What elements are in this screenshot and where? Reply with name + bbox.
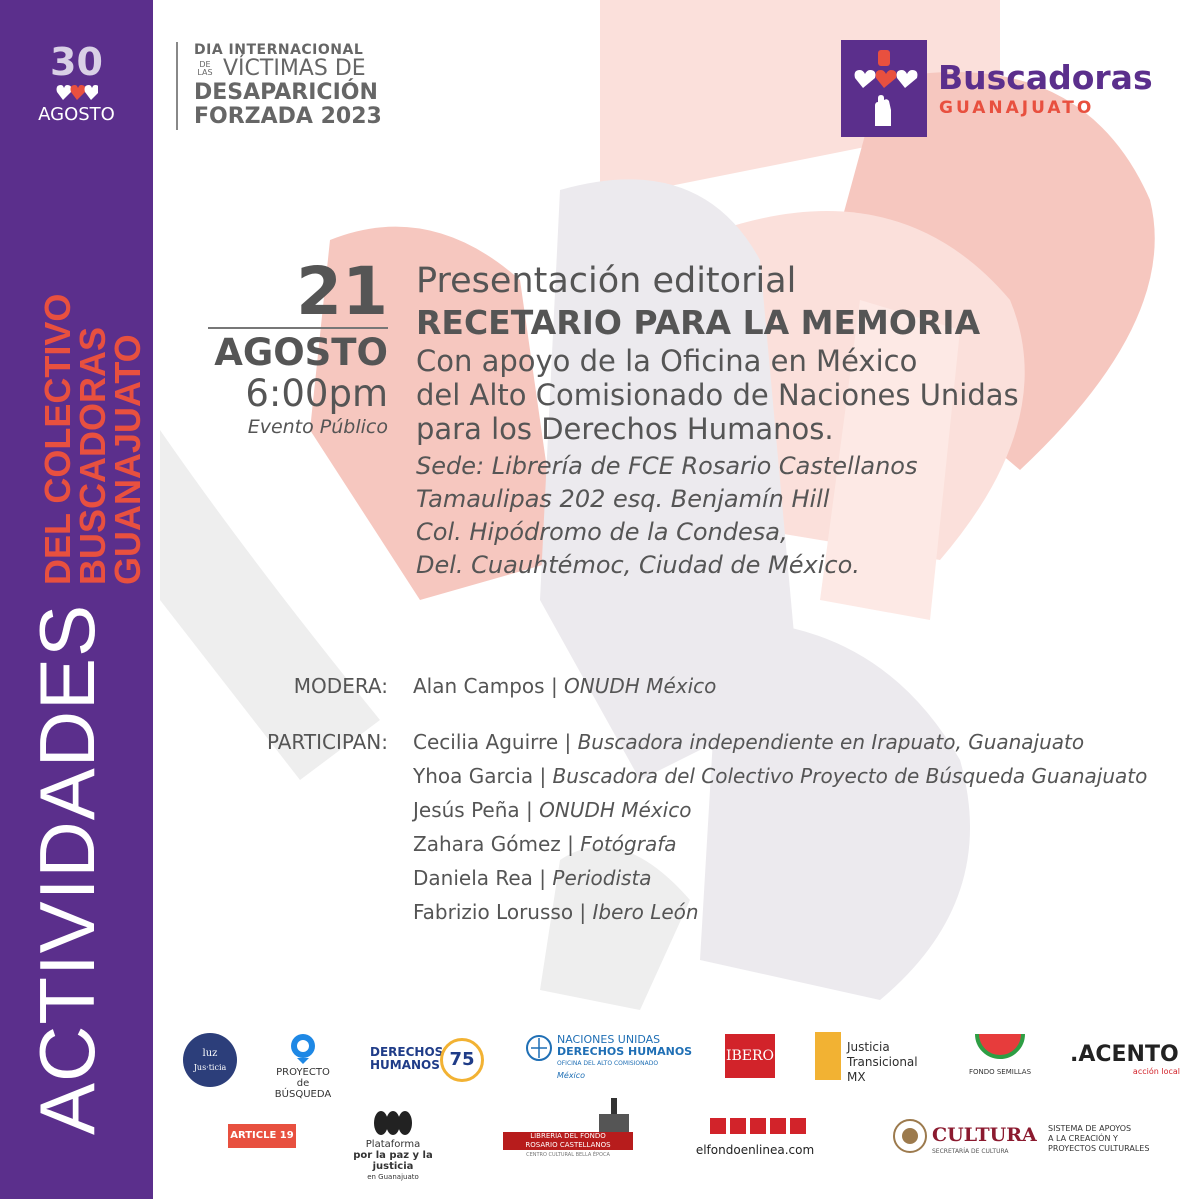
- event-details: [416, 260, 1019, 582]
- derechos-humanos-75-logo: [370, 1038, 480, 1082]
- article-19-logo: ARTICLE 19: [228, 1124, 296, 1148]
- sidebar-subtitle-line: DEL COLECTIVO: [37, 293, 78, 585]
- venue-line: Sede: Librería de FCE Rosario Castellanos: [416, 452, 918, 480]
- proyecto-line: PROYECTO: [276, 1067, 330, 1078]
- sidebar-day: 30: [50, 40, 103, 84]
- person-name: Alan Campos |: [413, 674, 558, 698]
- support-line: del Alto Comisionado de Naciones Unidas: [416, 378, 1019, 412]
- person-name: Cecilia Aguirre |: [413, 730, 572, 754]
- person-name: Daniela Rea |: [413, 866, 547, 890]
- sistema-line: A LA CREACIÓN Y: [1048, 1134, 1118, 1143]
- date-divider: [208, 327, 388, 329]
- hands-hearts-icon: [841, 40, 927, 137]
- person-role: Fotógrafa: [580, 832, 677, 856]
- venue-line: Col. Hipódromo de la Condesa,: [416, 518, 788, 546]
- libreria-line: CENTRO CULTURAL BELLA ÉPOCA: [526, 1152, 610, 1158]
- seal-icon: [892, 1118, 928, 1154]
- event-date-block: [188, 255, 388, 439]
- proyecto-line: de BÚSQUEDA: [274, 1078, 332, 1100]
- plataforma-line: por la paz y la justicia: [353, 1150, 433, 1172]
- event-kind: Presentación editorial: [416, 261, 797, 301]
- participants-label: PARTICIPAN:: [266, 730, 388, 754]
- proyecto-busqueda-logo: [268, 1032, 338, 1100]
- header-line: DESAPARICIÓN: [194, 80, 378, 105]
- partner-logos: [170, 1020, 1200, 1180]
- ddhh-line: HUMANOS: [370, 1058, 440, 1072]
- libreria-line: LIBRERÍA DEL FONDO: [530, 1132, 606, 1140]
- acento-sub: acción local: [1132, 1067, 1180, 1076]
- person-name: Jesús Peña |: [413, 798, 533, 822]
- person-role: ONUDH México: [539, 798, 692, 822]
- social-icons: [700, 1116, 810, 1136]
- person-role: ONUDH México: [564, 674, 717, 698]
- svg-text:Jus·ticia: Jus·ticia: [193, 1063, 227, 1072]
- acento-logo: [1070, 1042, 1180, 1076]
- person-name: Zahara Gómez |: [413, 832, 574, 856]
- justicia-line: Justicia: [847, 1040, 890, 1054]
- person-role: Buscadora independiente en Irapuato, Guanajuato: [577, 730, 1085, 754]
- plataforma-line: en Guanajuato: [367, 1173, 419, 1181]
- sidebar-subtitle-line: BUSCADORAS: [72, 326, 113, 585]
- observance-header: [176, 42, 409, 130]
- event-day: 21: [296, 253, 388, 330]
- fondo-name: FONDO SEMILLAS: [968, 1068, 1032, 1076]
- venue-line: Del. Cuauhtémoc, Ciudad de México.: [416, 551, 860, 579]
- header-line: [194, 56, 409, 81]
- justicia-line: Transicional MX: [847, 1055, 918, 1084]
- cultura-sub: SECRETARÍA DE CULTURA: [932, 1148, 1009, 1155]
- plataforma-line: Plataforma: [365, 1139, 421, 1150]
- libreria-fondo-logo: [503, 1098, 633, 1160]
- event-time: 6:00pm: [245, 372, 388, 415]
- buscadoras-logo: [841, 40, 1153, 137]
- luz-justicia-logo: [182, 1032, 238, 1092]
- person-role: Periodista: [552, 866, 652, 890]
- logo-name: Buscadoras: [938, 58, 1153, 97]
- sistema-line: SISTEMA DE APOYOS: [1048, 1124, 1132, 1133]
- person-name: Yhoa Garcia |: [413, 764, 547, 788]
- leaves-icon: [371, 1110, 415, 1136]
- sidebar-subtitle-line: GUANAJUATO: [107, 334, 148, 585]
- watermelon-icon: [975, 1030, 1025, 1064]
- support-line: para los Derechos Humanos.: [416, 412, 834, 446]
- event-note: Evento Público: [247, 416, 388, 438]
- event-title: RECETARIO PARA LA MEMORIA: [416, 303, 981, 342]
- support-line: Con apoyo de la Oficina en México: [416, 344, 918, 378]
- ddhh-line: DERECHOS: [370, 1045, 444, 1059]
- venue: [416, 450, 1019, 582]
- header-line-text: VÍCTIMAS DE: [223, 56, 366, 81]
- libreria-line: ROSARIO CASTELLANOS: [525, 1141, 611, 1149]
- onu-line: DERECHOS HUMANOS: [557, 1045, 693, 1058]
- jt-mark: [815, 1032, 841, 1080]
- un-emblem-icon: [525, 1034, 553, 1064]
- header-small: DE LAS: [197, 60, 213, 77]
- person-name: Fabrizio Lorusso |: [413, 900, 587, 924]
- person-role: Ibero León: [592, 900, 699, 924]
- hearts-icon: [56, 82, 98, 102]
- sidebar: [0, 0, 153, 1199]
- event-month: AGOSTO: [214, 331, 388, 374]
- cultura-name: CULTURA: [932, 1124, 1037, 1146]
- logo-region: GUANAJUATO: [939, 98, 1095, 118]
- logo-mark: [841, 40, 927, 137]
- ibero-logo: IBERO: [725, 1034, 775, 1078]
- web-address: elfondoenlinea.com: [695, 1143, 815, 1157]
- person-role: Buscadora del Colectivo Proyecto de Búsqueda Guanajuato: [552, 764, 1148, 788]
- header-line: FORZADA 2023: [194, 104, 382, 129]
- onu-line: OFICINA DEL ALTO COMISIONADO: [557, 1060, 659, 1067]
- justicia-transicional-logo: [815, 1032, 935, 1082]
- search-pin-icon: [288, 1032, 318, 1064]
- sistema-apoyos-text: [1048, 1124, 1158, 1154]
- header-line: DIA INTERNACIONAL: [194, 42, 364, 58]
- building-icon: [503, 1098, 633, 1134]
- moderator: [413, 674, 716, 698]
- fondo-semillas-logo: [965, 1030, 1035, 1078]
- sistema-line: PROYECTOS CULTURALES: [1048, 1144, 1150, 1153]
- onu-line: NACIONES UNIDAS: [557, 1033, 661, 1046]
- social-web-logo: [695, 1116, 815, 1156]
- onu-line: México: [557, 1071, 586, 1080]
- venue-line: Tamaulipas 202 esq. Benjamín Hill: [416, 485, 830, 513]
- moderator-label: MODERA:: [293, 674, 388, 698]
- ddhh-75: 75: [440, 1038, 484, 1082]
- sidebar-month: AGOSTO: [38, 104, 115, 125]
- plataforma-paz-logo: [338, 1110, 448, 1183]
- svg-text:luz: luz: [202, 1048, 218, 1059]
- acento-name: .ACENTO: [1070, 1042, 1179, 1067]
- sidebar-title: ACTIVIDADES: [23, 603, 111, 1135]
